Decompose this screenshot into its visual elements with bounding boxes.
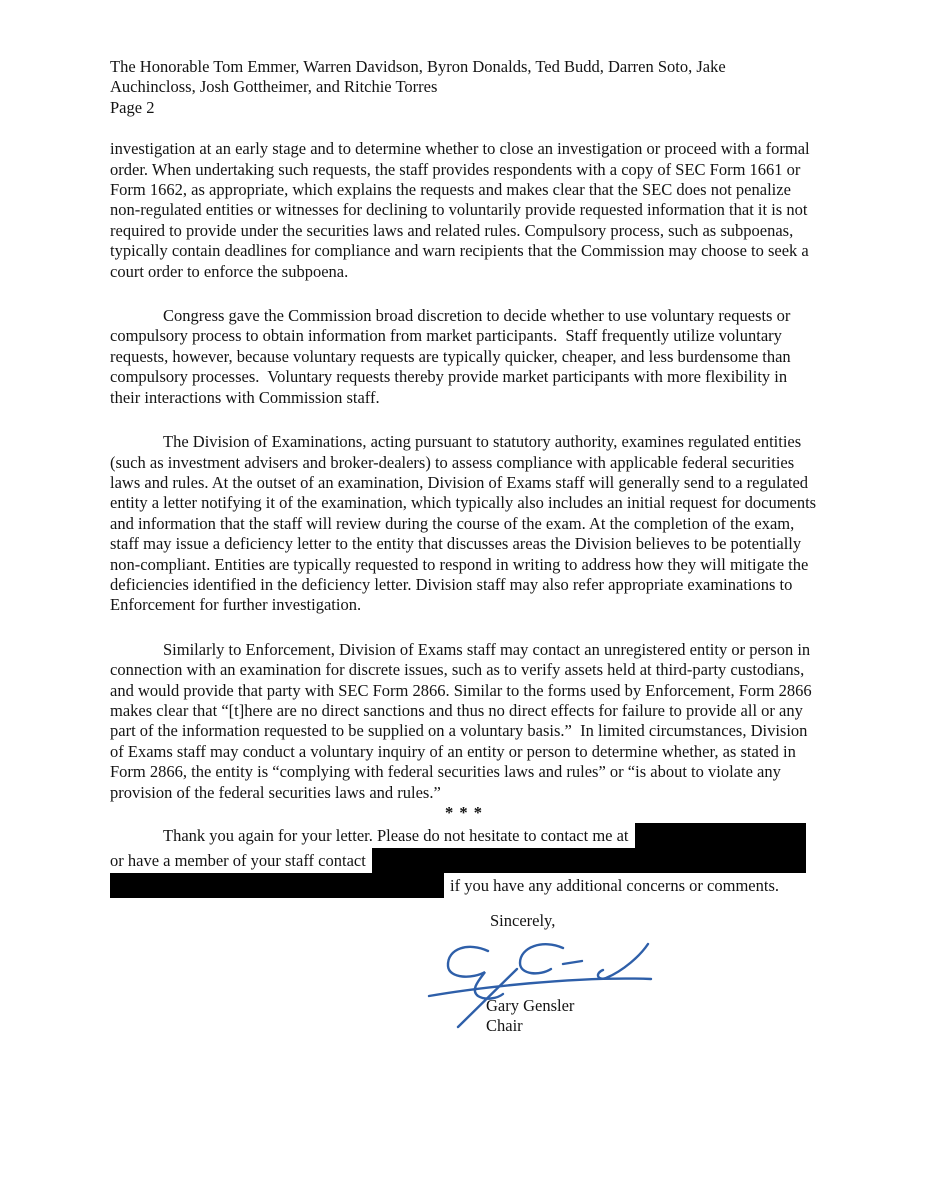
closing-text-1: Thank you again for your letter. Please do not hesitate to contact me at xyxy=(163,825,629,845)
page-number: Page 2 xyxy=(110,97,155,117)
addressee-line-1: The Honorable Tom Emmer, Warren Davidson, Byron Donalds, Ted Budd, Darren Soto, Jake xyxy=(110,57,726,76)
redaction-bar-1 xyxy=(635,823,806,848)
signer-name: Gary Gensler xyxy=(486,995,575,1015)
closing-paragraph xyxy=(110,823,818,898)
signature-block xyxy=(110,911,818,1036)
addressee-line-2: Auchincloss, Josh Gottheimer, and Ritchie Torres xyxy=(110,77,438,97)
closing-text-2: or have a member of your staff contact xyxy=(110,850,366,870)
redaction-bar-3 xyxy=(110,873,444,898)
signer-title: Chair xyxy=(486,1016,523,1036)
closing-line-1 xyxy=(110,823,818,848)
paragraph-division-examinations: The Division of Examinations, acting pursuant to statutory authority, examines regulated entities (such as investment advisers and broker-dealers) to assess compliance with applicable federal securities laws and rules. At the outset of an examination, Division of Exams staff will generally send to a regulated entity a letter notifying it of the examination, which typically also includes an initial request for documents and information that the staff will review during the course of the exam. At the completion of the exam, staff may issue a deficiency letter to the entity that discusses areas the Division believes to be potentially non-compliant. Entities are typically requested to respond in writing to address how they will mitigate the deficiencies identified in the deficiency letter. Division staff may also refer appropriate examinations to Enforcement for further investigation. xyxy=(110,432,821,615)
closing-text-3: if you have any additional concerns or comments. xyxy=(450,875,779,895)
closing-line-2 xyxy=(110,848,818,873)
letter-header xyxy=(110,57,818,118)
redaction-bar-2 xyxy=(372,848,806,873)
paragraph-investigation: investigation at an early stage and to determine whether to close an investigation or proceed with a formal order. When undertaking such requests, the staff provides respondents with a copy of SEC Form 1661 or Form 1662, as appropriate, which explains the requests and makes clear that the SEC does not penalize non-regulated entities or witnesses for declining to voluntarily provide requested information that it is not required to provide under the securities laws and related rules. Compulsory process, such as subpoenas, typically contain deadlines for compliance and warn recipients that the Commission may choose to seek a court order to enforce the subpoena. xyxy=(110,139,814,281)
salutation: Sincerely, xyxy=(490,911,556,931)
paragraph-similarly-enforcement: Similarly to Enforcement, Division of Exams staff may contact an unregistered entity or person in connection with an examination for discrete issues, such as to verify assets held at third-party custodians, and would provide that party with SEC Form 2866. Similar to the forms used by Enforcement, Form 2866 makes clear that “[t]here are no direct sanctions and thus no direct effects for failure to provide all or any part of the information requested to be supplied on a voluntary basis.” In limited circumstances, Division of Exams staff may conduct a voluntary inquiry of an entity or person to determine whether, as stated in Form 2866, the entity is “complying with federal securities laws and rules” or “is about to violate any provision of the federal securities laws and rules.” xyxy=(110,639,816,802)
paragraph-congress-discretion: Congress gave the Commission broad discretion to decide whether to use voluntary requests or compulsory process to obtain information from market participants. Staff frequently utilize voluntary requests, however, because voluntary requests are typically quicker, cheaper, and less burdensome than compulsory processes. Voluntary requests thereby provide market participants with more flexibility in their interactions with Commission staff. xyxy=(110,306,795,407)
asterisk-separator: * * * xyxy=(445,803,483,822)
closing-line-3 xyxy=(110,873,818,898)
